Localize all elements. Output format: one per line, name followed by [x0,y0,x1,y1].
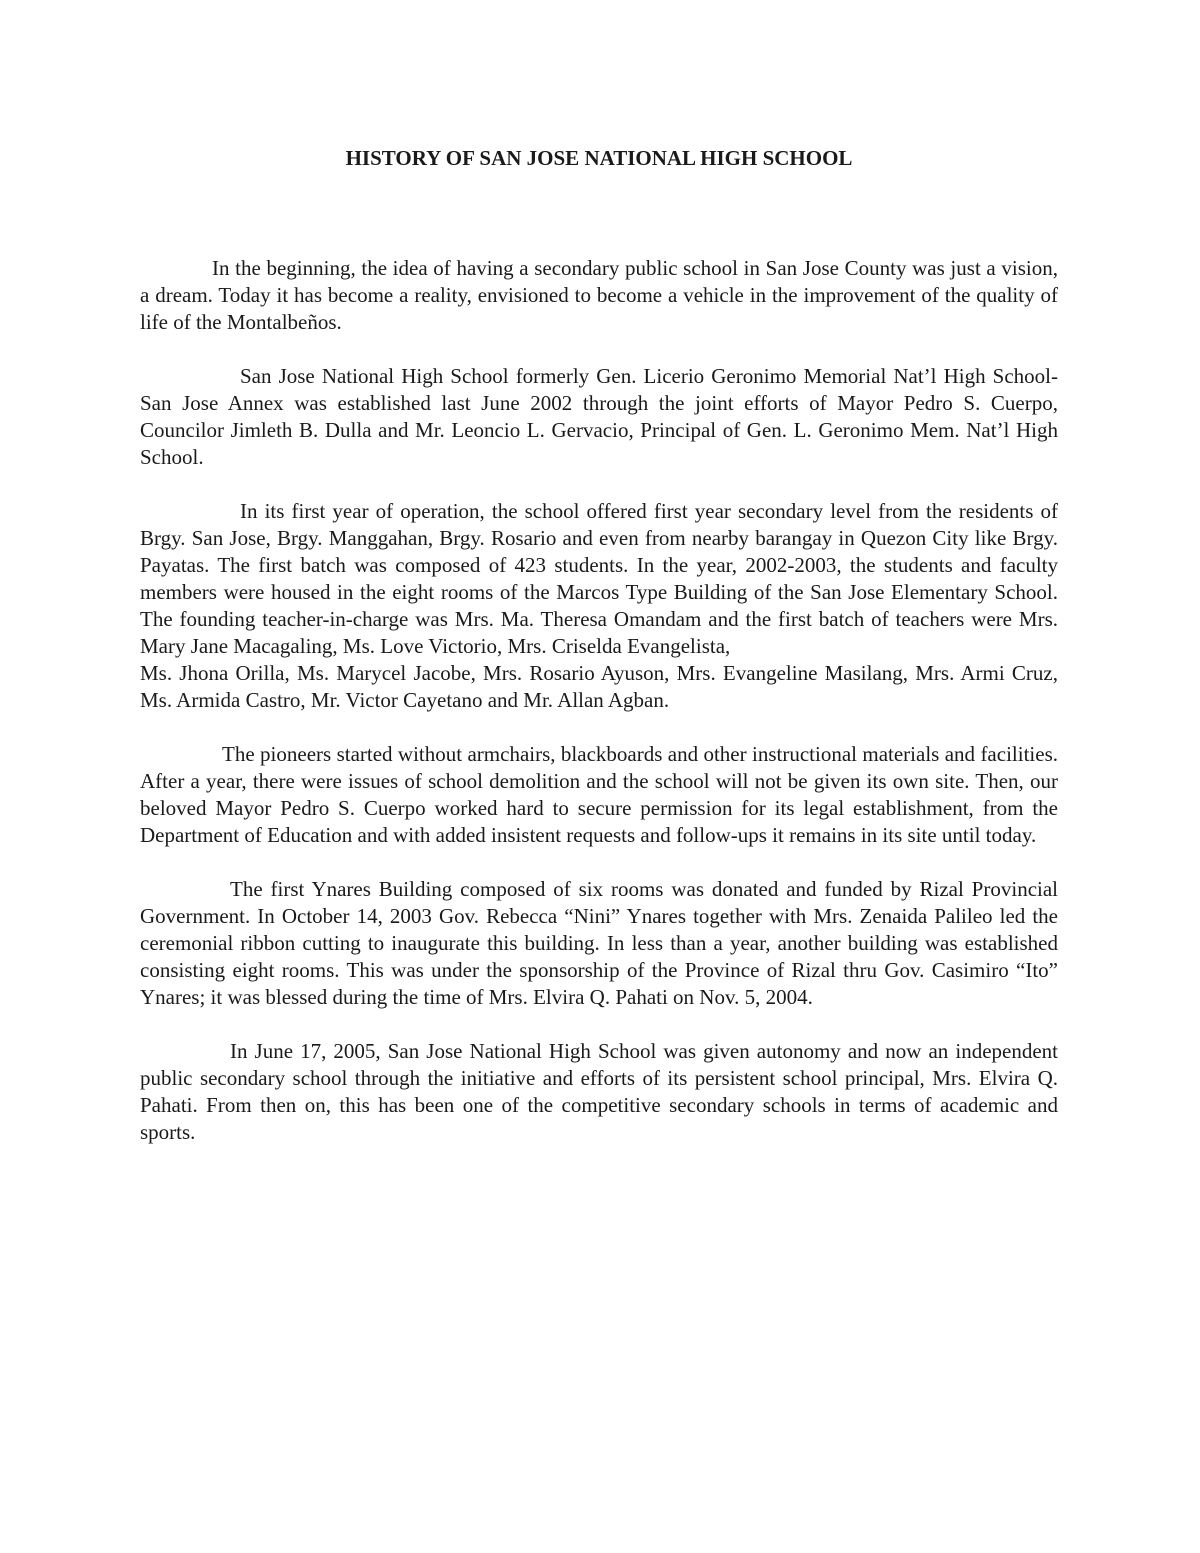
page-title: HISTORY OF SAN JOSE NATIONAL HIGH SCHOOL [345,146,853,170]
paragraph-pioneers: The pioneers started without armchairs, blackboards and other instructional materials and facilities. After a year, there were issues of school demolition and the school will not be given its own site. Then, our beloved Mayor Pedro S. Cuerpo worked hard to secure permission for its legal establishment, from the Department of Education and with added insistent requests and follow-ups it remains in its site until today. [140,742,1058,847]
paragraph-ynares-building: The first Ynares Building composed of six rooms was donated and funded by Rizal Provincial Government. In October 14, 2003 Gov. Rebecca “Nini” Ynares together with Mrs. Zenaida Palileo led the ceremonial ribbon cutting to inaugurate this building. In less than a year, another building was established consisting eight rooms. This was under the sponsorship of the Province of Rizal thru Gov. Casimiro “Ito” Ynares; it was blessed during the time of Mrs. Elvira Q. Pahati on Nov. 5, 2004. [140,877,1058,1009]
paragraph-first-year-continued: Ms. Jhona Orilla, Ms. Marycel Jacobe, Mrs. Rosario Ayuson, Mrs. Evangeline Masilang, Mrs. Armi Cruz, Ms. Armida Castro, Mr. Victor Cayetano and Mr. Allan Agban. [140,661,1058,712]
paragraph-intro: In the beginning, the idea of having a secondary public school in San Jose County was just a vision, a dream. Today it has become a reality, envisioned to become a vehicle in the improvement of the quality of life of the Montalbeños. [140,256,1058,334]
paragraph-first-year: In its first year of operation, the school offered first year secondary level from the residents of Brgy. San Jose, Brgy. Manggahan, Brgy. Rosario and even from nearby barangay in Quezon City like Brgy. Payatas. The first batch was composed of 423 students. In the year, 2002-2003, the students and faculty members were housed in the eight rooms of the Marcos Type Building of the San Jose Elementary School. The founding teacher-in-charge was Mrs. Ma. Theresa Omandam and the first batch of teachers were Mrs. Mary Jane Macagaling, Ms. Love Victorio, Mrs. Criselda Evangelista, [140,499,1058,658]
paragraph-founding: San Jose National High School formerly Gen. Licerio Geronimo Memorial Nat’l High School- San Jose Annex was established last June 2002 through the joint efforts of Mayor Pedro S. Cuerpo, Councilor Jimleth B. Dulla and Mr. Leoncio L. Gervacio, Principal of Gen. L. Geronimo Mem. Nat’l High School. [140,364,1058,469]
document-page [140,145,1058,1173]
paragraph-autonomy: In June 17, 2005, San Jose National High School was given autonomy and now an independent public secondary school through the initiative and efforts of its persistent school principal, Mrs. Elvira Q. Pahati. From then on, this has been one of the competitive secondary schools in terms of academic and sports. [140,1039,1058,1144]
